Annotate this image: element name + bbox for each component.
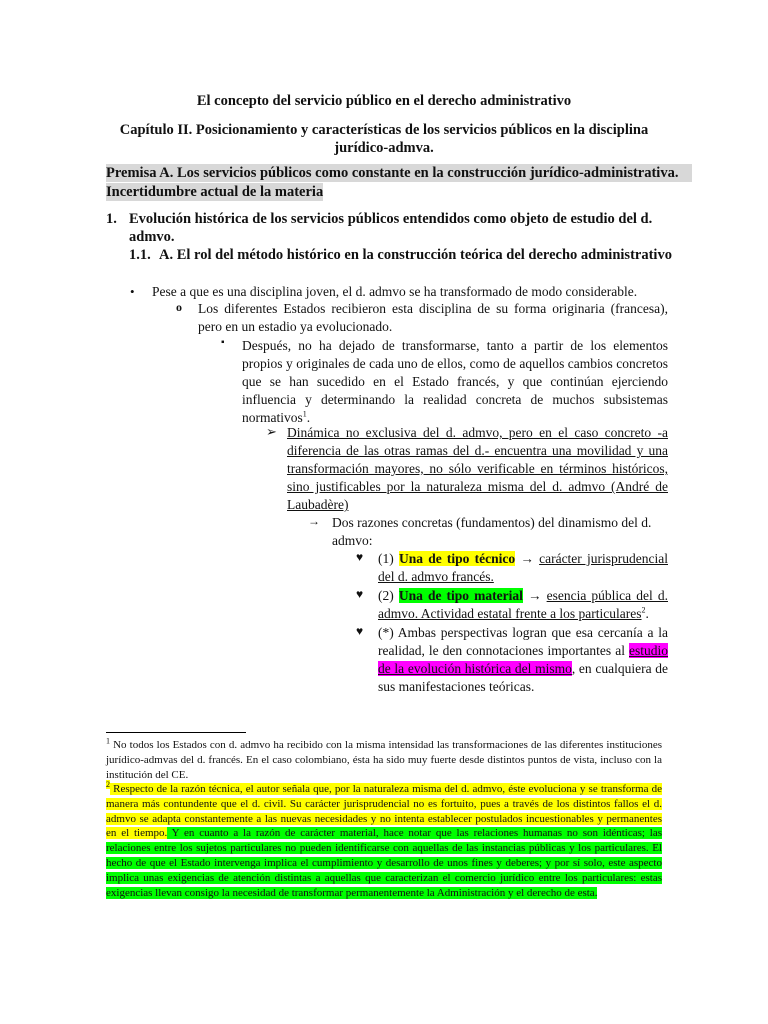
footnote-1 [106, 738, 662, 782]
section-heading-line1: Evolución histórica de los servicios públicos entendidos como objeto de estudio del d. [129, 211, 653, 227]
item2-arrow: → [522, 588, 547, 603]
bullet-arrowhead-icon: ➢ [266, 424, 277, 439]
bullet-dot-icon: • [130, 284, 135, 299]
item-both-perspectives [378, 624, 668, 696]
item2-end: . [645, 606, 649, 621]
item1-highlight: Una de tipo técnico [398, 551, 516, 566]
footnote-2-number: 2 [106, 780, 110, 790]
premise-heading-line1: Premisa A. Los servicios públicos como constante en la construcción jurídico-administrativa. [106, 164, 692, 182]
footnote-separator [106, 732, 246, 733]
footnote-1-number: 1 [106, 736, 110, 746]
item2-prefix: (2) [378, 588, 399, 603]
bullet-heart-icon: ♥ [356, 624, 364, 638]
premise-heading [106, 164, 692, 201]
footnote-ref-2: 2 [641, 605, 646, 615]
bullet-heart-icon: ♥ [356, 587, 364, 601]
item1-arrow: → [515, 551, 540, 566]
footnote-2-material-text: Y en cuanto a la razón de carácter material, hace notar que las relaciones humanas no son idénticas; las relaciones entre los sujetos particulares no pueden identificarse con aquellas de las instancias públicas y los particulares. El hecho de que el Estado intervenga implica el cumplimiento y desarrollo de unos fines y deberes; y por sí solo, este aspecto implica unas exigencias de atención distintas a aquellas que caracterizan el comercio jurídico entre los particulares: estas exigencias llevan consigo la necesidad de transformar permanentemente la Administración y el derecho de esta. [106, 827, 663, 899]
subsection-number: 1.1. [129, 247, 151, 263]
bullet-circle-icon: o [176, 300, 182, 314]
bullet-level5-text: Dos razones concretas (fundamentos) del dinamismo del d. admvo: [332, 515, 652, 548]
item2-rest: esencia pública del d. admvo. Actividad estatal frente a los particulares [378, 588, 668, 621]
section-heading-line2: admvo. [129, 229, 175, 245]
bullet-right-arrow-icon: → [308, 514, 320, 528]
item2-highlight: Una de tipo material [398, 588, 523, 603]
section-number: 1. [106, 211, 117, 227]
bullet-level3-body: Después, no ha dejado de transformarse, tanto a partir de los elementos propios y originales de cada uno de ellos, como de aquellos cambios concretos que se han sucedido en el Estado francés, y que continúan ejerciendo influencia y determinando la realidad concreta de muchos subsistemas normativos [242, 338, 668, 425]
premise-heading-line2: Incertidumbre actual de la materia [106, 184, 324, 200]
item3-prefix: (*) Ambas perspectivas logran que esa cercanía a la realidad, le den connotaciones importantes al [378, 625, 668, 658]
bullet-heart-icon: ♥ [356, 550, 364, 564]
footnote-2 [106, 782, 662, 900]
item-material-reason [378, 587, 668, 623]
item3-rest: , en cualquiera de sus manifestaciones teóricas. [378, 661, 668, 694]
chapter-heading-line1: Capítulo II. Posicionamiento y características de los servicios públicos en la disciplina [119, 122, 649, 138]
bullet-square-icon: ▪ [221, 337, 225, 348]
subsection-heading: A. El rol del método histórico en la construcción teórica del derecho administrativo [159, 247, 672, 263]
footnote-ref-1: 1 [302, 409, 307, 419]
bullet-level4-text: Dinámica no exclusiva del d. admvo, pero en el caso concreto -a diferencia de las otras ramas del d.- encuentra una movilidad y una transformación mayores, no sólo verificable en términos históricos, sino justificables por la naturaleza misma del d. admvo (André de Laubadère) [287, 425, 668, 512]
item1-rest: carácter jurisprudencial del d. admvo francés. [378, 551, 668, 584]
bullet-level2-text: Los diferentes Estados recibieron esta disciplina de su forma originaria (francesa), pero en un estadio ya evolucionado. [198, 301, 668, 334]
chapter-heading-line2: jurídico-admva. [334, 140, 434, 156]
bullet-level3-end: . [306, 410, 311, 425]
bullet-level3-text [242, 337, 668, 427]
document-title: El concepto del servicio público en el derecho administrativo [196, 93, 572, 109]
item1-prefix: (1) [378, 551, 399, 566]
item-technical-reason [378, 550, 668, 586]
footnote-2-technical-text: Respecto de la razón técnica, el autor señala que, por la naturaleza misma del d. admvo, éste evoluciona y se transforma de manera más contundente que el d. civil. Su carácter jurisprudencial no es fortuito, pues a través de los distintos fallos el d. admvo se adapta constantemente a las nuevas necesidades y no intenta establecer postulados incuestionables y permanentes en el tiempo. [106, 783, 662, 840]
footnote-1-text: No todos los Estados con d. admvo ha recibido con la misma intensidad las transformaciones de las diferentes instituciones jurídico-admvas del d. francés. En el caso colombiano, ésta ha sido muy fuerte desde distintos puntos de vista, incluso con la institución del CE. [106, 739, 662, 781]
item3-highlight: estudio de la evolución histórica del mismo [378, 643, 668, 676]
bullet-level1-text: Pese a que es una disciplina joven, el d. admvo se ha transformado de modo considerable. [152, 284, 638, 299]
